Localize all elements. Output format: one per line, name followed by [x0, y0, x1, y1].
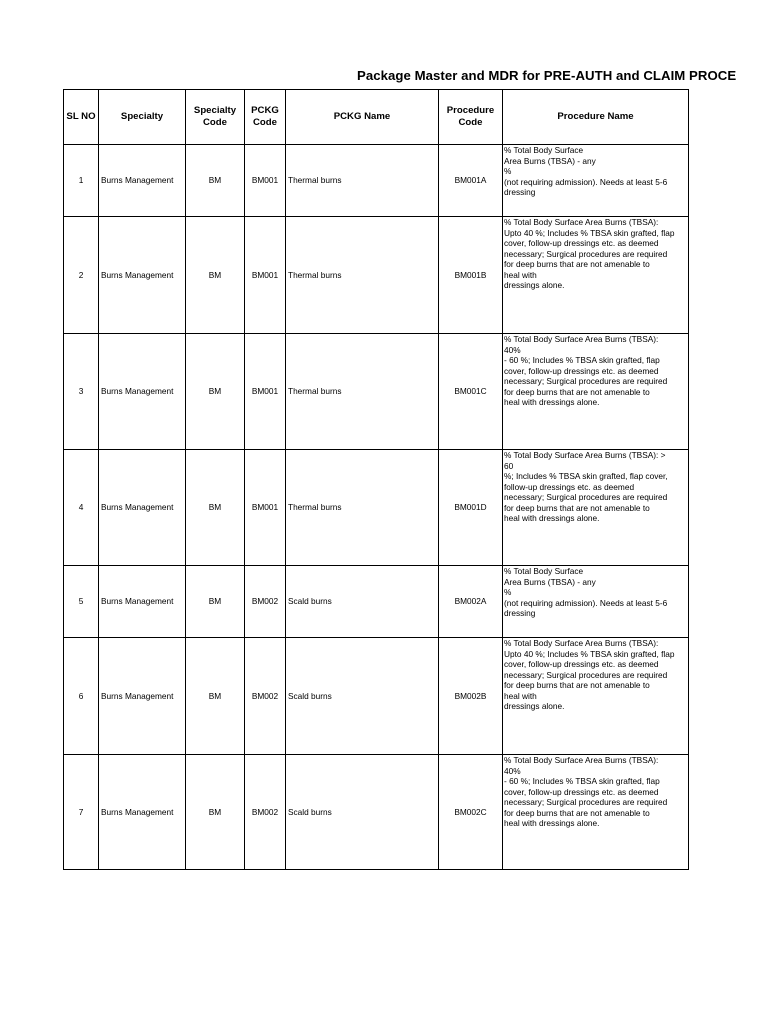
cell-specialty: Burns Management: [99, 566, 186, 638]
cell-procedure-name: % Total Body Surface Area Burns (TBSA): > 60 %; Includes % TBSA skin grafted, flap cover, follow-up dressings etc. as deemed necessary; Surgical procedures are required for deep burns that are not amenable to heal with dressings alone.: [503, 450, 689, 566]
cell-procedure-name: % Total Body Surface Area Burns (TBSA) - any % (not requiring admission). Needs at least 5-6 dressing: [503, 145, 689, 217]
cell-procedure-name: % Total Body Surface Area Burns (TBSA): 40% - 60 %; Includes % TBSA skin grafted, flap cover, follow-up dressings etc. as deemed necessary; Surgical procedures are required for deep burns that are not amenable to heal with dressings alone.: [503, 755, 689, 870]
cell-sl-no: 1: [64, 145, 99, 217]
cell-pckg-code: BM002: [245, 755, 286, 870]
cell-pckg-code: BM001: [245, 217, 286, 334]
cell-pckg-name: Scald burns: [286, 638, 439, 755]
cell-specialty: Burns Management: [99, 638, 186, 755]
cell-specialty-code: BM: [186, 145, 245, 217]
cell-procedure-code: BM001C: [439, 334, 503, 450]
table-row: [64, 145, 689, 217]
header-specialty: Specialty: [99, 90, 186, 145]
cell-procedure-code: BM002B: [439, 638, 503, 755]
cell-specialty: Burns Management: [99, 217, 186, 334]
cell-specialty: Burns Management: [99, 334, 186, 450]
cell-procedure-code: BM001A: [439, 145, 503, 217]
cell-procedure-name: % Total Body Surface Area Burns (TBSA): Upto 40 %; Includes % TBSA skin grafted, flap cover, follow-up dressings etc. as deemed necessary; Surgical procedures are required for deep burns that are not amenable to heal with dressings alone.: [503, 638, 689, 755]
cell-procedure-code: BM002A: [439, 566, 503, 638]
cell-procedure-name: % Total Body Surface Area Burns (TBSA) - any % (not requiring admission). Needs at least 5-6 dressing: [503, 566, 689, 638]
cell-procedure-code: BM001D: [439, 450, 503, 566]
package-master-table: [63, 89, 689, 870]
cell-procedure-code: BM001B: [439, 217, 503, 334]
cell-pckg-code: BM001: [245, 145, 286, 217]
cell-specialty-code: BM: [186, 450, 245, 566]
cell-procedure-code: BM002C: [439, 755, 503, 870]
cell-pckg-name: Thermal burns: [286, 145, 439, 217]
cell-sl-no: 7: [64, 755, 99, 870]
cell-pckg-name: Thermal burns: [286, 450, 439, 566]
table-body: [64, 145, 689, 870]
cell-sl-no: 6: [64, 638, 99, 755]
cell-pckg-code: BM001: [245, 450, 286, 566]
table-row: [64, 566, 689, 638]
table-header: [64, 90, 689, 145]
cell-specialty-code: BM: [186, 638, 245, 755]
table-row: [64, 217, 689, 334]
document-title: Package Master and MDR for PRE-AUTH and CLAIM PROCE: [357, 68, 737, 83]
cell-pckg-name: Scald burns: [286, 755, 439, 870]
header-specialty-code: Specialty Code: [186, 90, 245, 145]
table-row: [64, 755, 689, 870]
cell-specialty-code: BM: [186, 566, 245, 638]
cell-specialty-code: BM: [186, 755, 245, 870]
cell-sl-no: 5: [64, 566, 99, 638]
header-pckg-code: PCKG Code: [245, 90, 286, 145]
header-sl-no: SL NO: [64, 90, 99, 145]
table-row: [64, 450, 689, 566]
cell-pckg-code: BM001: [245, 334, 286, 450]
cell-pckg-name: Scald burns: [286, 566, 439, 638]
header-procedure-name: Procedure Name: [503, 90, 689, 145]
header-pckg-name: PCKG Name: [286, 90, 439, 145]
cell-procedure-name: % Total Body Surface Area Burns (TBSA): Upto 40 %; Includes % TBSA skin grafted, flap cover, follow-up dressings etc. as deemed necessary; Surgical procedures are required for deep burns that are not amenable to heal with dressings alone.: [503, 217, 689, 334]
cell-specialty: Burns Management: [99, 755, 186, 870]
cell-pckg-code: BM002: [245, 638, 286, 755]
cell-procedure-name: % Total Body Surface Area Burns (TBSA): 40% - 60 %; Includes % TBSA skin grafted, flap cover, follow-up dressings etc. as deemed necessary; Surgical procedures are required for deep burns that are not amenable to heal with dressings alone.: [503, 334, 689, 450]
table-row: [64, 334, 689, 450]
cell-specialty: Burns Management: [99, 450, 186, 566]
cell-specialty-code: BM: [186, 217, 245, 334]
cell-pckg-name: Thermal burns: [286, 334, 439, 450]
cell-sl-no: 3: [64, 334, 99, 450]
table-row: [64, 638, 689, 755]
cell-specialty: Burns Management: [99, 145, 186, 217]
cell-pckg-name: Thermal burns: [286, 217, 439, 334]
cell-sl-no: 4: [64, 450, 99, 566]
header-procedure-code: Procedure Code: [439, 90, 503, 145]
cell-specialty-code: BM: [186, 334, 245, 450]
cell-pckg-code: BM002: [245, 566, 286, 638]
cell-sl-no: 2: [64, 217, 99, 334]
